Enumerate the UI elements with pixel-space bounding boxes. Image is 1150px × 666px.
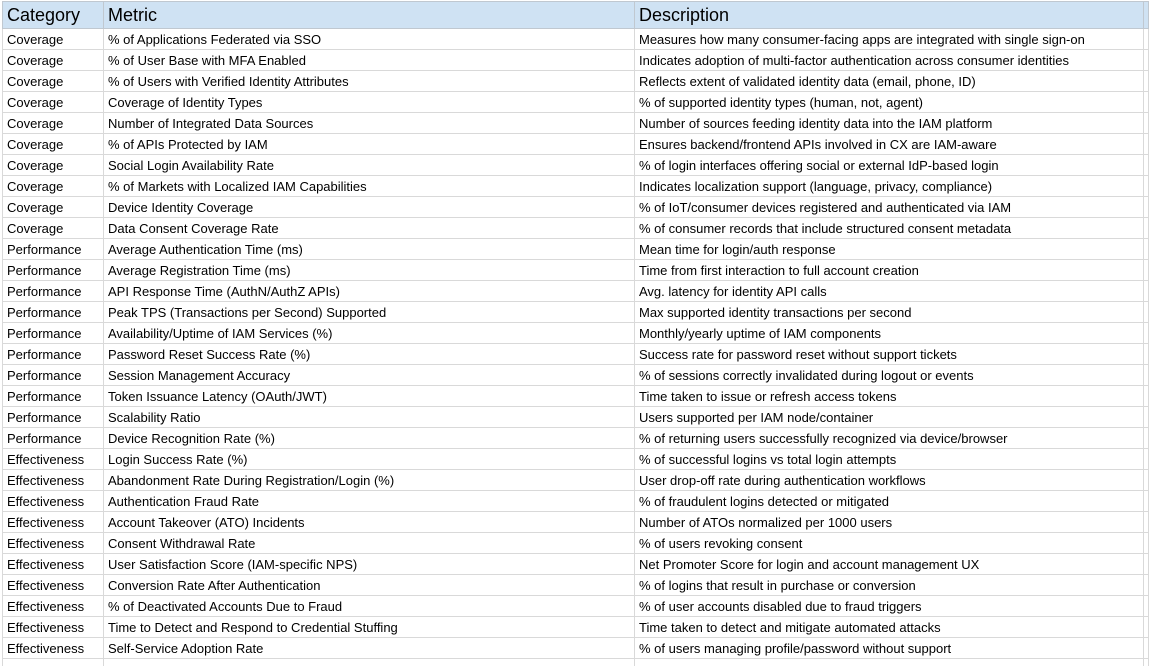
cell-extra[interactable] [1144, 155, 1149, 176]
empty-row [3, 659, 1149, 666]
table-row [3, 638, 1149, 659]
cell-description[interactable]: % of fraudulent logins detected or mitigated [635, 491, 1144, 512]
cell-extra[interactable] [1144, 134, 1149, 155]
cell-extra[interactable] [1144, 365, 1149, 386]
cell-metric[interactable]: Availability/Uptime of IAM Services (%) [104, 323, 635, 344]
cell-description[interactable]: % of users managing profile/password without support [635, 638, 1144, 659]
table-row [3, 197, 1149, 218]
cell-metric[interactable]: Login Success Rate (%) [104, 449, 635, 470]
empty-cell[interactable] [3, 659, 104, 666]
cell-extra[interactable] [1144, 281, 1149, 302]
cell-description[interactable]: Users supported per IAM node/container [635, 407, 1144, 428]
cell-category[interactable]: Performance [3, 344, 104, 365]
cell-extra[interactable] [1144, 71, 1149, 92]
table-row [3, 281, 1149, 302]
cell-extra[interactable] [1144, 512, 1149, 533]
cell-metric[interactable]: User Satisfaction Score (IAM-specific NPS) [104, 554, 635, 575]
cell-metric[interactable]: Password Reset Success Rate (%) [104, 344, 635, 365]
cell-description[interactable]: % of supported identity types (human, not, agent) [635, 92, 1144, 113]
cell-extra[interactable] [1144, 302, 1149, 323]
cell-description[interactable]: Time from first interaction to full account creation [635, 260, 1144, 281]
table-row [3, 239, 1149, 260]
cell-metric[interactable]: % of Users with Verified Identity Attributes [104, 71, 635, 92]
cell-metric[interactable]: Session Management Accuracy [104, 365, 635, 386]
cell-metric[interactable]: Self-Service Adoption Rate [104, 638, 635, 659]
table-row [3, 176, 1149, 197]
header-row [3, 2, 1149, 29]
table-row [3, 554, 1149, 575]
cell-description[interactable]: Avg. latency for identity API calls [635, 281, 1144, 302]
table-row [3, 113, 1149, 134]
cell-description[interactable]: Measures how many consumer-facing apps are integrated with single sign-on [635, 29, 1144, 50]
table-body [3, 29, 1149, 666]
cell-extra[interactable] [1144, 260, 1149, 281]
cell-category[interactable]: Coverage [3, 134, 104, 155]
cell-category[interactable]: Performance [3, 281, 104, 302]
table-row [3, 365, 1149, 386]
table-row [3, 50, 1149, 71]
empty-cell[interactable] [1144, 659, 1149, 666]
cell-metric[interactable]: Coverage of Identity Types [104, 92, 635, 113]
cell-category[interactable]: Performance [3, 386, 104, 407]
cell-category[interactable]: Effectiveness [3, 617, 104, 638]
table-row [3, 617, 1149, 638]
cell-description[interactable]: % of consumer records that include structured consent metadata [635, 218, 1144, 239]
table-row [3, 92, 1149, 113]
cell-extra[interactable] [1144, 29, 1149, 50]
cell-metric[interactable]: % of Deactivated Accounts Due to Fraud [104, 596, 635, 617]
cell-category[interactable]: Effectiveness [3, 596, 104, 617]
cell-metric[interactable]: Social Login Availability Rate [104, 155, 635, 176]
cell-description[interactable]: % of users revoking consent [635, 533, 1144, 554]
cell-metric[interactable]: Device Recognition Rate (%) [104, 428, 635, 449]
cell-description[interactable]: Net Promoter Score for login and account management UX [635, 554, 1144, 575]
table-row [3, 470, 1149, 491]
cell-category[interactable]: Coverage [3, 113, 104, 134]
cell-metric[interactable]: API Response Time (AuthN/AuthZ APIs) [104, 281, 635, 302]
cell-category[interactable]: Coverage [3, 218, 104, 239]
cell-metric[interactable]: Conversion Rate After Authentication [104, 575, 635, 596]
table-row [3, 71, 1149, 92]
table-row [3, 449, 1149, 470]
table-row [3, 407, 1149, 428]
cell-metric[interactable]: Data Consent Coverage Rate [104, 218, 635, 239]
cell-metric[interactable]: % of APIs Protected by IAM [104, 134, 635, 155]
table-row [3, 344, 1149, 365]
cell-description[interactable]: Success rate for password reset without support tickets [635, 344, 1144, 365]
cell-description[interactable]: % of user accounts disabled due to fraud triggers [635, 596, 1144, 617]
cell-description[interactable]: % of login interfaces offering social or external IdP-based login [635, 155, 1144, 176]
cell-description[interactable]: % of successful logins vs total login attempts [635, 449, 1144, 470]
cell-description[interactable]: Ensures backend/frontend APIs involved in CX are IAM-aware [635, 134, 1144, 155]
cell-category[interactable]: Coverage [3, 176, 104, 197]
cell-description[interactable]: Time taken to issue or refresh access tokens [635, 386, 1144, 407]
cell-extra[interactable] [1144, 386, 1149, 407]
cell-description[interactable]: Number of ATOs normalized per 1000 users [635, 512, 1144, 533]
metrics-table [2, 1, 1149, 666]
cell-metric[interactable]: Authentication Fraud Rate [104, 491, 635, 512]
empty-cell[interactable] [635, 659, 1144, 666]
cell-extra[interactable] [1144, 239, 1149, 260]
cell-category[interactable]: Coverage [3, 197, 104, 218]
cell-category[interactable]: Coverage [3, 29, 104, 50]
cell-description[interactable]: Indicates adoption of multi-factor authentication across consumer identities [635, 50, 1144, 71]
cell-description[interactable]: Number of sources feeding identity data into the IAM platform [635, 113, 1144, 134]
cell-description[interactable]: % of logins that result in purchase or conversion [635, 575, 1144, 596]
cell-metric[interactable]: Consent Withdrawal Rate [104, 533, 635, 554]
cell-category[interactable]: Effectiveness [3, 491, 104, 512]
table-row [3, 155, 1149, 176]
cell-category[interactable]: Coverage [3, 92, 104, 113]
header-extra-cell[interactable] [1144, 2, 1149, 29]
cell-metric[interactable]: Device Identity Coverage [104, 197, 635, 218]
cell-extra[interactable] [1144, 176, 1149, 197]
cell-metric[interactable]: Account Takeover (ATO) Incidents [104, 512, 635, 533]
cell-extra[interactable] [1144, 470, 1149, 491]
cell-category[interactable]: Performance [3, 428, 104, 449]
cell-metric[interactable]: Scalability Ratio [104, 407, 635, 428]
table-row [3, 575, 1149, 596]
cell-metric[interactable]: Token Issuance Latency (OAuth/JWT) [104, 386, 635, 407]
cell-extra[interactable] [1144, 533, 1149, 554]
table-row [3, 29, 1149, 50]
cell-description[interactable]: User drop-off rate during authentication workflows [635, 470, 1144, 491]
cell-category[interactable]: Performance [3, 239, 104, 260]
cell-category[interactable]: Performance [3, 302, 104, 323]
cell-extra[interactable] [1144, 218, 1149, 239]
table-row [3, 491, 1149, 512]
empty-cell[interactable] [104, 659, 635, 666]
cell-extra[interactable] [1144, 596, 1149, 617]
cell-extra[interactable] [1144, 344, 1149, 365]
cell-extra[interactable] [1144, 92, 1149, 113]
cell-extra[interactable] [1144, 491, 1149, 512]
cell-metric[interactable]: Time to Detect and Respond to Credential Stuffing [104, 617, 635, 638]
cell-description[interactable]: Max supported identity transactions per second [635, 302, 1144, 323]
cell-metric[interactable]: % of User Base with MFA Enabled [104, 50, 635, 71]
cell-extra[interactable] [1144, 323, 1149, 344]
table-row [3, 428, 1149, 449]
cell-category[interactable]: Performance [3, 365, 104, 386]
cell-description[interactable]: % of returning users successfully recognized via device/browser [635, 428, 1144, 449]
cell-metric[interactable]: % of Applications Federated via SSO [104, 29, 635, 50]
cell-category[interactable]: Coverage [3, 50, 104, 71]
table-row [3, 134, 1149, 155]
cell-description[interactable]: % of sessions correctly invalidated during logout or events [635, 365, 1144, 386]
table-row [3, 323, 1149, 344]
table-row [3, 596, 1149, 617]
cell-category[interactable]: Effectiveness [3, 554, 104, 575]
cell-category[interactable]: Effectiveness [3, 512, 104, 533]
cell-category[interactable]: Effectiveness [3, 638, 104, 659]
cell-category[interactable]: Performance [3, 260, 104, 281]
cell-metric[interactable]: % of Markets with Localized IAM Capabilities [104, 176, 635, 197]
cell-metric[interactable]: Number of Integrated Data Sources [104, 113, 635, 134]
header-metric[interactable]: Metric [104, 2, 635, 29]
cell-metric[interactable]: Average Registration Time (ms) [104, 260, 635, 281]
cell-category[interactable]: Effectiveness [3, 533, 104, 554]
cell-description[interactable]: Mean time for login/auth response [635, 239, 1144, 260]
cell-extra[interactable] [1144, 638, 1149, 659]
cell-description[interactable]: Reflects extent of validated identity data (email, phone, ID) [635, 71, 1144, 92]
table-row [3, 533, 1149, 554]
header-description[interactable]: Description [635, 2, 1144, 29]
table-row [3, 512, 1149, 533]
table-row [3, 386, 1149, 407]
cell-category[interactable]: Coverage [3, 155, 104, 176]
cell-category[interactable]: Effectiveness [3, 470, 104, 491]
table-row [3, 302, 1149, 323]
cell-category[interactable]: Performance [3, 323, 104, 344]
cell-description[interactable]: Monthly/yearly uptime of IAM components [635, 323, 1144, 344]
cell-extra[interactable] [1144, 407, 1149, 428]
cell-description[interactable]: Time taken to detect and mitigate automated attacks [635, 617, 1144, 638]
cell-category[interactable]: Performance [3, 407, 104, 428]
cell-metric[interactable]: Average Authentication Time (ms) [104, 239, 635, 260]
cell-category[interactable]: Effectiveness [3, 449, 104, 470]
cell-extra[interactable] [1144, 197, 1149, 218]
cell-extra[interactable] [1144, 428, 1149, 449]
cell-metric[interactable]: Abandonment Rate During Registration/Login (%) [104, 470, 635, 491]
cell-metric[interactable]: Peak TPS (Transactions per Second) Supported [104, 302, 635, 323]
cell-description[interactable]: % of IoT/consumer devices registered and authenticated via IAM [635, 197, 1144, 218]
table-row [3, 218, 1149, 239]
header-category[interactable]: Category [3, 2, 104, 29]
cell-category[interactable]: Coverage [3, 71, 104, 92]
cell-extra[interactable] [1144, 554, 1149, 575]
cell-extra[interactable] [1144, 113, 1149, 134]
cell-extra[interactable] [1144, 449, 1149, 470]
cell-description[interactable]: Indicates localization support (language, privacy, compliance) [635, 176, 1144, 197]
cell-extra[interactable] [1144, 50, 1149, 71]
cell-category[interactable]: Effectiveness [3, 575, 104, 596]
cell-extra[interactable] [1144, 617, 1149, 638]
table-row [3, 260, 1149, 281]
cell-extra[interactable] [1144, 575, 1149, 596]
